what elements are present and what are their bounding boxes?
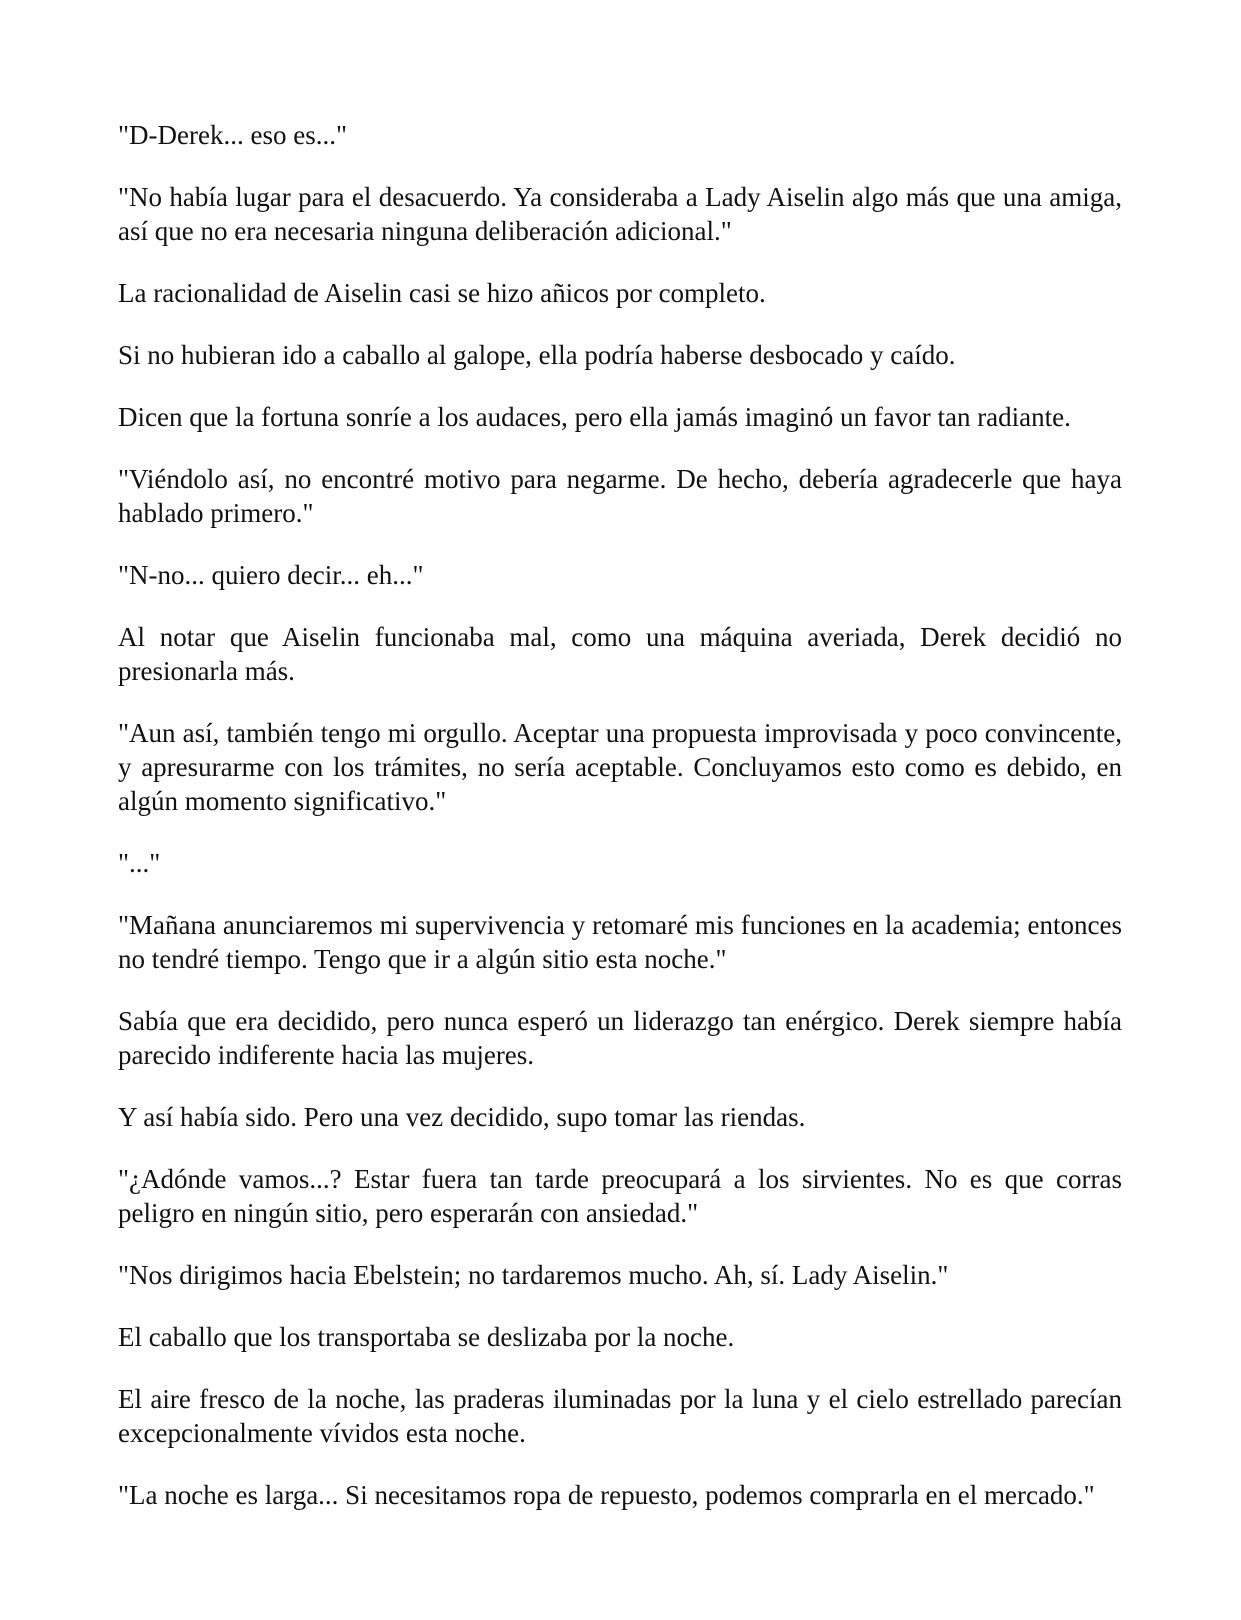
paragraph: Sabía que era decidido, pero nunca esperó un liderazgo tan enérgico. Derek siempre había parecido indiferente hacia las mujeres. — [118, 1006, 1122, 1070]
paragraph: Al notar que Aiselin funcionaba mal, como una máquina averiada, Derek decidió no presionarla más. — [118, 622, 1122, 686]
paragraph: Dicen que la fortuna sonríe a los audaces, pero ella jamás imaginó un favor tan radiante. — [118, 402, 1071, 432]
paragraph: El aire fresco de la noche, las praderas iluminadas por la luna y el cielo estrellado parecían excepcionalmente vívidos esta noche. — [118, 1384, 1122, 1448]
paragraph: "N-no... quiero decir... eh..." — [118, 560, 424, 590]
paragraph: "D-Derek... eso es..." — [118, 120, 347, 150]
paragraph: La racionalidad de Aiselin casi se hizo añicos por completo. — [118, 278, 766, 308]
paragraph: Si no hubieran ido a caballo al galope, ella podría haberse desbocado y caído. — [118, 340, 956, 370]
paragraph: "Mañana anunciaremos mi supervivencia y retomaré mis funciones en la academia; entonces no tendré tiempo. Tengo que ir a algún sitio esta noche." — [118, 910, 1122, 974]
paragraph: "..." — [118, 848, 161, 878]
paragraph: "No había lugar para el desacuerdo. Ya consideraba a Lady Aiselin algo más que una amiga, así que no era necesaria ninguna deliberación adicional." — [118, 182, 1122, 246]
paragraph: "¿Adónde vamos...? Estar fuera tan tarde preocupará a los sirvientes. No es que corras peligro en ningún sitio, pero esperarán con ansiedad." — [118, 1164, 1122, 1228]
paragraph: "Aun así, también tengo mi orgullo. Aceptar una propuesta improvisada y poco convincente, y apresurarme con los trámites, no sería aceptable. Concluyamos esto como es debido, en algún momento significativo." — [118, 718, 1122, 816]
text-column — [118, 118, 1122, 1540]
paragraph: "Viéndolo así, no encontré motivo para negarme. De hecho, debería agradecerle que haya hablado primero." — [118, 464, 1122, 528]
paragraph: "Nos dirigimos hacia Ebelstein; no tardaremos mucho. Ah, sí. Lady Aiselin." — [118, 1260, 949, 1290]
paragraph: "La noche es larga... Si necesitamos ropa de repuesto, podemos comprarla en el mercado." — [118, 1480, 1095, 1510]
paragraph: Y así había sido. Pero una vez decidido, supo tomar las riendas. — [118, 1102, 806, 1132]
paragraph: El caballo que los transportaba se deslizaba por la noche. — [118, 1322, 735, 1352]
